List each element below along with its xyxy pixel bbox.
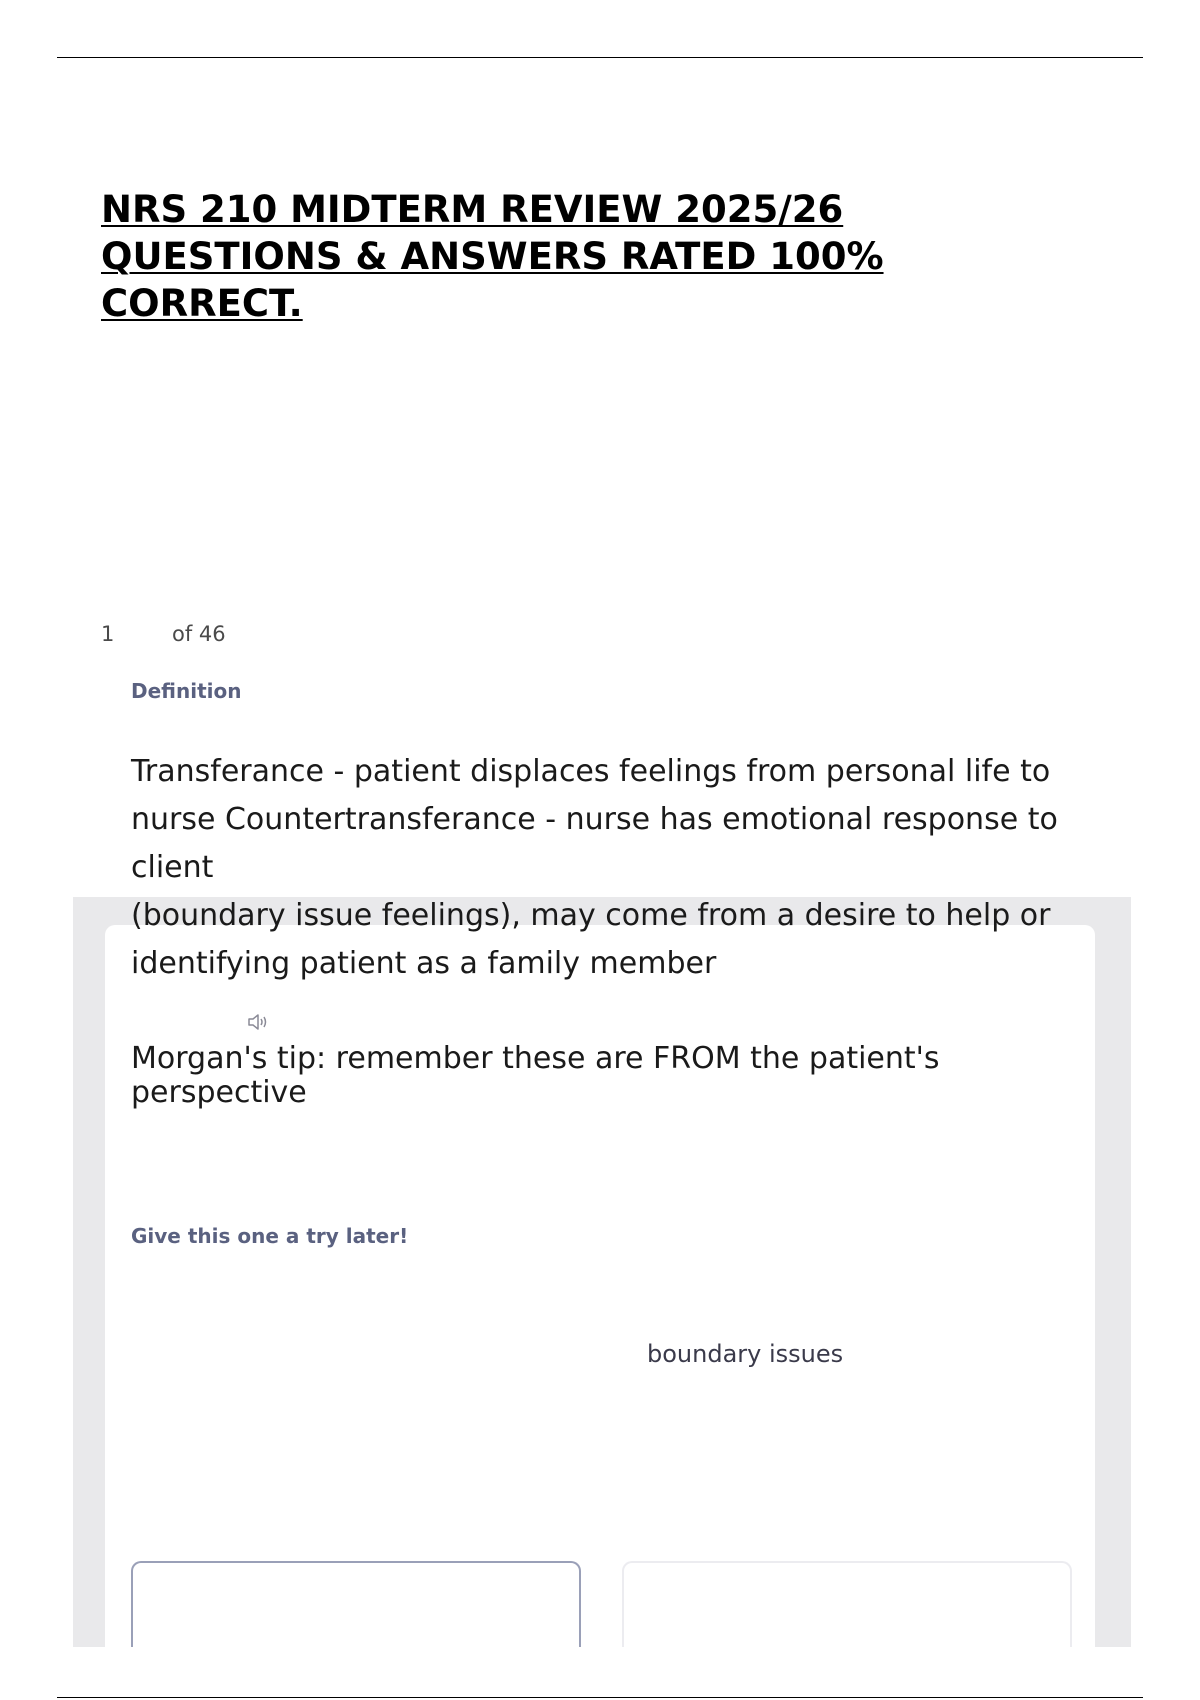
try-later-label: Give this one a try later! [131, 1224, 409, 1248]
definition-line: (boundary issue feelings), may come from a desire to help or identifying patient as a family member [131, 898, 1051, 981]
card-counter-total: of 46 [172, 622, 226, 646]
document-title: NRS 210 MIDTERM REVIEW 2025/26 QUESTIONS & ANSWERS RATED 100% CORRECT. [101, 188, 884, 325]
answer-option-box[interactable] [131, 1561, 581, 1647]
top-rule [57, 57, 1143, 58]
answer-term: boundary issues [647, 1340, 844, 1368]
bottom-rule [57, 1697, 1143, 1698]
speaker-icon[interactable] [246, 1012, 270, 1032]
definition-label: Definition [131, 679, 242, 703]
flashcard-panel [105, 925, 1095, 1647]
definition-text [131, 748, 1071, 988]
answer-option-box[interactable] [622, 1561, 1072, 1647]
card-counter-current: 1 [101, 622, 115, 646]
tip-text: Morgan's tip: remember these are FROM the patient's perspective [131, 1041, 940, 1110]
definition-line: Transferance - patient displaces feelings from personal life to nurse Countertransferance - nurse has emotional response to client [131, 754, 1058, 885]
